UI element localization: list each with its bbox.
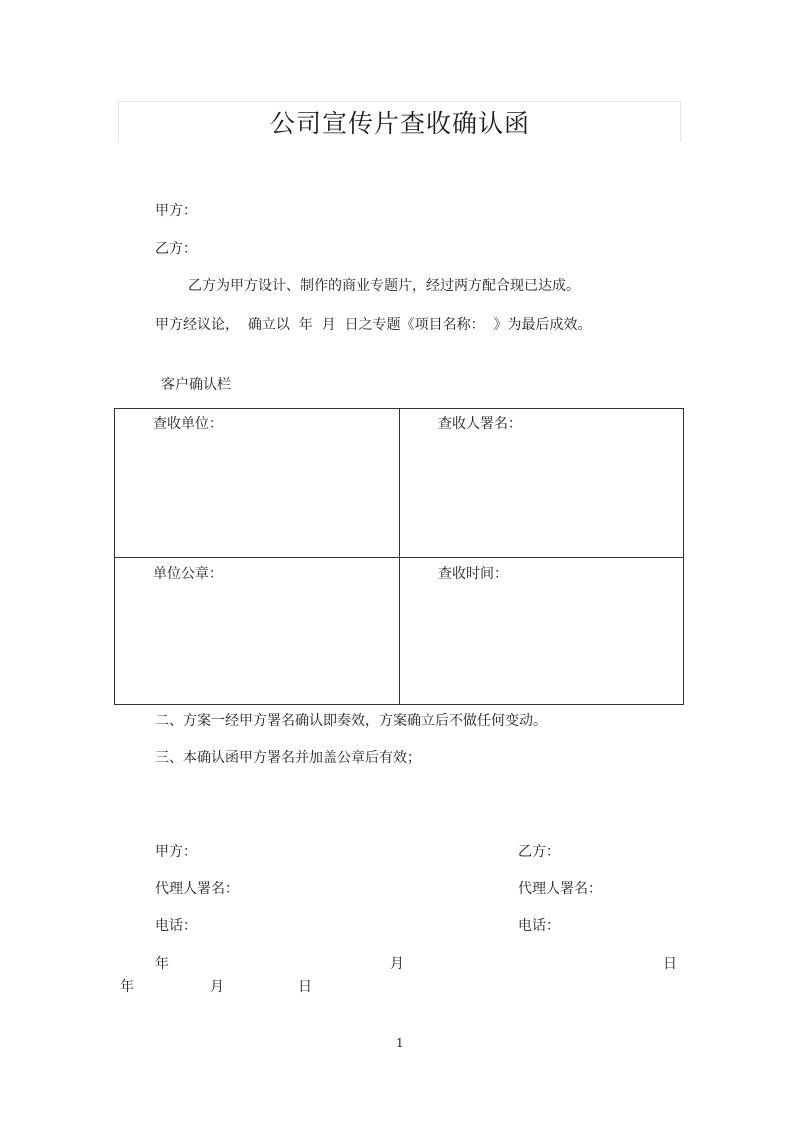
date-year-1: 年 — [155, 956, 169, 972]
signature-party-a: 甲方： — [155, 844, 197, 860]
agent-signature-b: 代理人署名： — [518, 881, 602, 897]
paragraph-1: 乙方为甲方设计、制作的商业专题片，经过两方配合现已达成。 — [188, 278, 580, 294]
clause-3: 三、本确认函甲方署名并加盖公章后有效； — [155, 750, 421, 766]
signature-party-b: 乙方： — [518, 844, 560, 860]
document-title: 公司宣传片查收确认函 — [269, 109, 530, 138]
phone-a: 电话： — [155, 918, 197, 934]
party-a-label: 甲方： — [155, 203, 197, 219]
clause-2: 二、方案一经甲方署名确认即奏效，方案确立后不做任何变动。 — [155, 713, 547, 729]
date-day-1: 日 — [663, 956, 677, 972]
date-month-1: 月 — [390, 956, 404, 972]
customer-confirmation-table — [114, 408, 684, 705]
receiver-signature-label: 查收人署名： — [438, 416, 522, 432]
date-month-2: 月 — [210, 979, 224, 995]
party-b-label: 乙方： — [155, 241, 197, 257]
receiver-unit-label: 查收单位： — [153, 416, 223, 432]
page-number: 1 — [396, 1036, 404, 1050]
date-year-2: 年 — [120, 979, 134, 995]
paragraph-2: 甲方经议论， 确立以 年 月 日之专题《项目名称： 》为最后成效。 — [155, 317, 592, 333]
section-label: 客户确认栏 — [161, 377, 231, 393]
table-divider-horizontal — [115, 557, 683, 558]
unit-seal-label: 单位公章： — [153, 566, 223, 582]
receive-time-label: 查收时间： — [438, 566, 508, 582]
date-day-2: 日 — [298, 979, 312, 995]
agent-signature-a: 代理人署名： — [155, 881, 239, 897]
phone-b: 电话： — [518, 918, 560, 934]
